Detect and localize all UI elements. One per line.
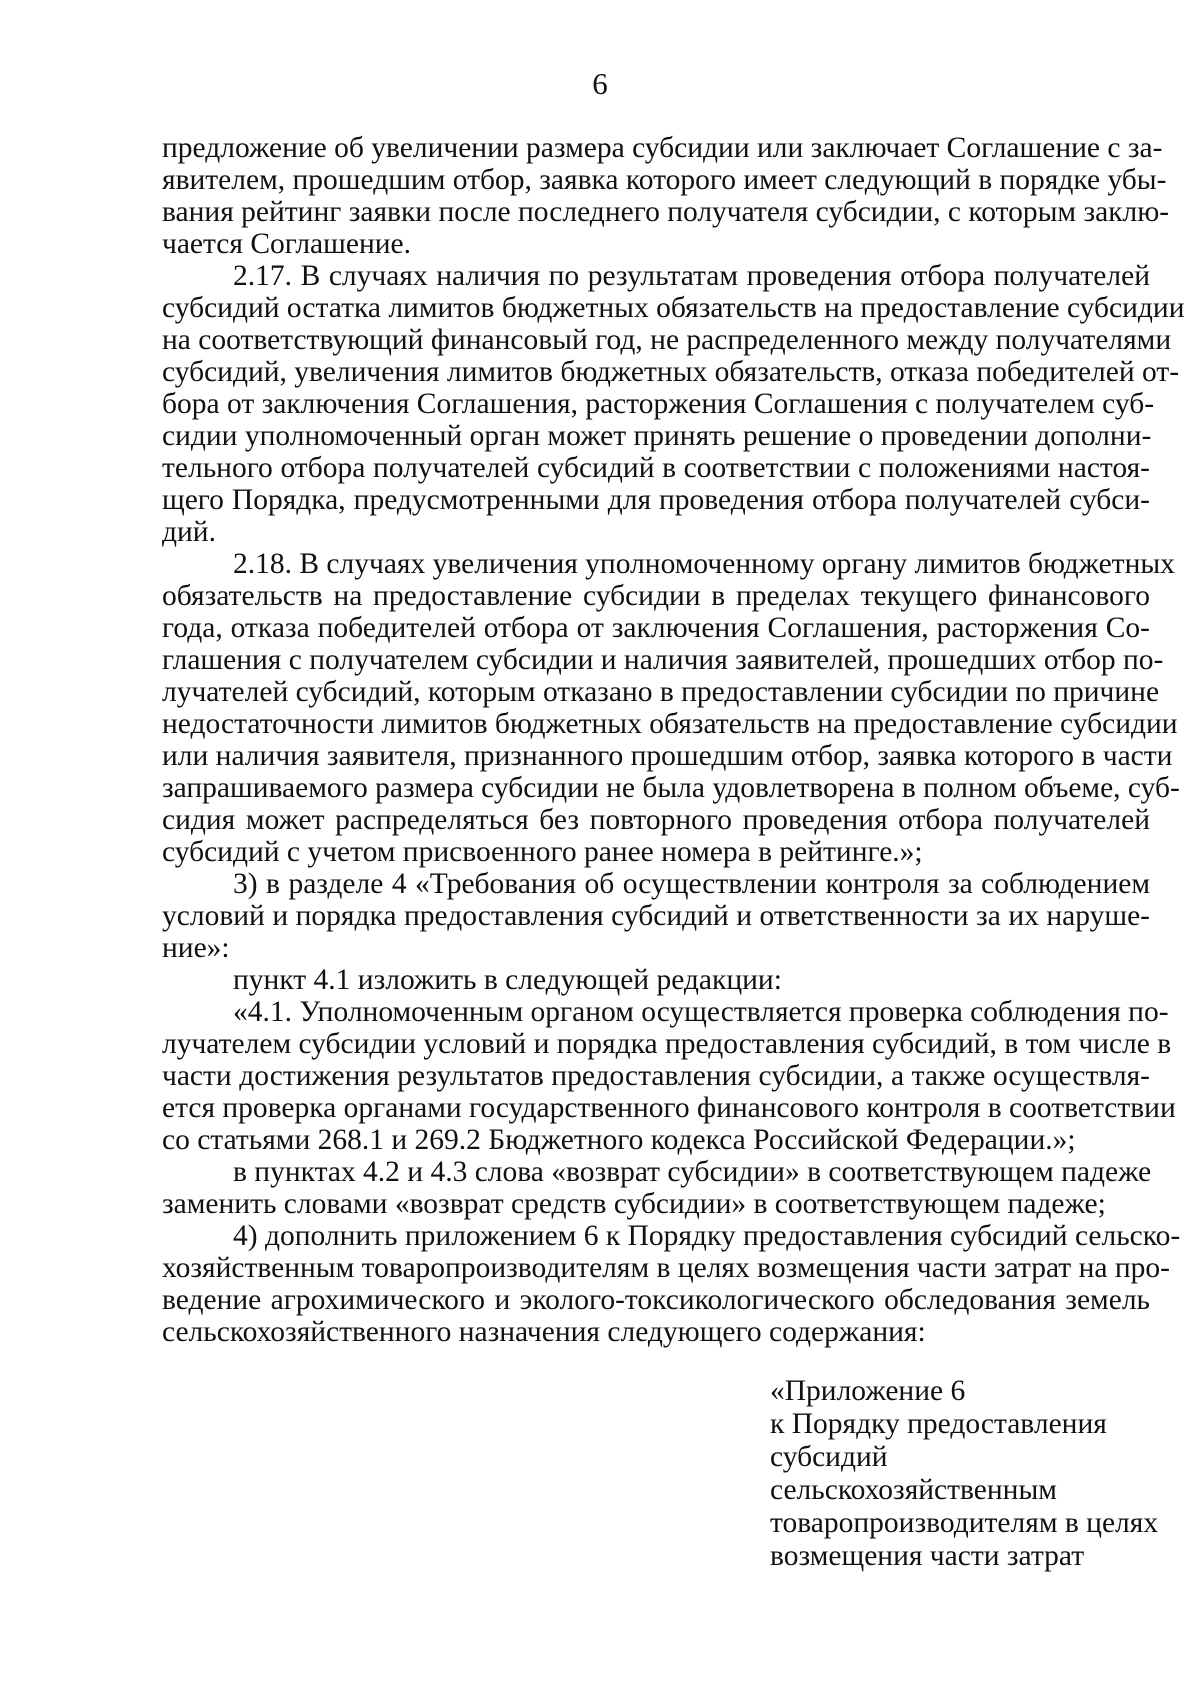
text-line: ние»: [162,932,230,964]
text-line: тельного отбора получателей субсидий в соответствии с положениями настоя- [162,452,1150,484]
text-line: лучателем субсидии условий и порядка предоставления субсидий, в том числе в [162,1028,1172,1060]
text-line: 4) дополнить приложением 6 к Порядку предоставления субсидий сельско- [233,1220,1181,1252]
text-line: лучателей субсидий, которым отказано в предоставлении субсидии по причине [162,676,1160,708]
text-line: или наличия заявителя, признанного прошедшим отбор, заявка которого в части [162,740,1173,772]
text-line: ется проверка органами государственного финансового контроля в соответствии [162,1092,1176,1124]
text-line: щего Порядка, предусмотренными для проведения отбора получателей субси- [162,484,1150,516]
text-line: сельскохозяйственного назначения следующего содержания: [162,1316,926,1348]
text-line: обязательств на предоставление субсидии в пределах текущего финансового [162,580,1150,612]
text-line: со статьями 268.1 и 269.2 Бюджетного кодекса Российской Федерации.»; [162,1124,1076,1156]
text-line: «4.1. Уполномоченным органом осуществляется проверка соблюдения по- [233,996,1169,1028]
appendix-heading-line: сельскохозяйственным [770,1474,1057,1506]
paragraph-2-17 [162,260,1185,548]
appendix-heading-line: товаропроизводителям в целях [770,1507,1159,1539]
text-line: явителем, прошедшим отбор, заявка которого имеет следующий в порядке убы- [162,164,1167,196]
paragraph-item-4 [162,1220,1181,1348]
text-line: 3) в разделе 4 «Требования об осуществлении контроля за соблюдением [233,868,1150,900]
appendix-heading [770,1375,1159,1573]
paragraph-point-4-1-intro [162,964,1150,996]
text-line: дий. [162,516,216,548]
text-line: 2.18. В случаях увеличения уполномоченному органу лимитов бюджетных [233,548,1175,580]
text-line: заменить словами «возврат средств субсидии» в соответствующем падеже; [162,1188,1106,1220]
text-line: хозяйственным товаропроизводителям в целях возмещения части затрат на про- [162,1252,1170,1284]
text-line: вания рейтинг заявки после последнего получателя субсидии, с которым заклю- [162,196,1170,228]
text-line: бора от заключения Соглашения, расторжения Соглашения с получателем суб- [162,388,1155,420]
appendix-heading-line: «Приложение 6 [770,1375,966,1407]
text-line: сидии уполномоченный орган может принять решение о проведении дополни- [162,420,1152,452]
paragraph-4-1 [162,996,1176,1156]
text-line: условий и порядка предоставления субсидий и ответственности за их наруше- [162,900,1150,932]
text-line: недостаточности лимитов бюджетных обязательств на предоставление субсидии [162,708,1178,740]
text-line: на соответствующий финансовый год, не распределенного между получателями [162,324,1172,356]
paragraph-item-3 [162,868,1150,964]
text-line: 2.17. В случаях наличия по результатам проведения отбора получателей [233,260,1150,292]
text-line: субсидий с учетом присвоенного ранее номера в рейтинге.»; [162,836,923,868]
text-line: предложение об увеличении размера субсидии или заключает Соглашение с за- [162,132,1163,164]
text-line: сидия может распределяться без повторного проведения отбора получателей [162,804,1150,836]
text-line: субсидий, увеличения лимитов бюджетных обязательств, отказа победителей от- [162,356,1180,388]
text-line: чается Соглашение. [162,228,412,260]
paragraph-2-18 [162,548,1180,868]
text-line: запрашиваемого размера субсидии не была удовлетворена в полном объеме, суб- [162,772,1180,804]
appendix-heading-line: субсидий [770,1441,888,1473]
text-line: части достижения результатов предоставления субсидии, а также осуществля- [162,1060,1150,1092]
text-line: ведение агрохимического и эколого-токсикологического обследования земель [162,1284,1150,1316]
text-line: субсидий остатка лимитов бюджетных обязательств на предоставление субсидии [162,292,1185,324]
text-line: глашения с получателем субсидии и наличия заявителей, прошедших отбор по- [162,644,1164,676]
appendix-heading-line: к Порядку предоставления [770,1408,1107,1440]
text-line: года, отказа победителей отбора от заключения Соглашения, расторжения Со- [162,612,1150,644]
paragraph-continuation [162,132,1170,260]
page-number: 6 [592,66,608,101]
text-line: в пунктах 4.2 и 4.3 слова «возврат субсидии» в соответствующем падеже [233,1156,1152,1188]
document-body [162,132,1185,1348]
text-line: пункт 4.1 изложить в следующей редакции: [233,964,782,996]
appendix-heading-line: возмещения части затрат [770,1540,1085,1572]
paragraph-points-4-2-4-3 [162,1156,1150,1220]
